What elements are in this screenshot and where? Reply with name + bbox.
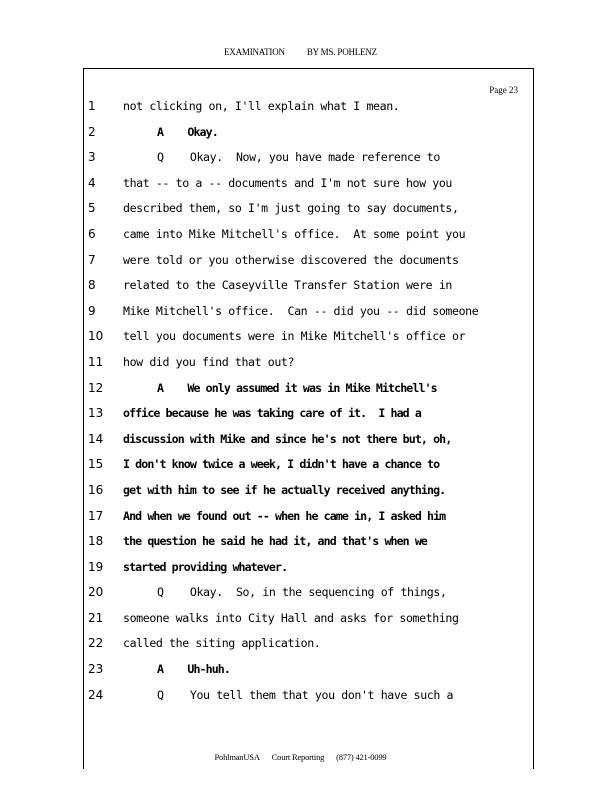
footer-phone: (877) 421-0099 [336,752,387,762]
page-number: Page 23 [489,85,518,95]
line-text: came into Mike Mitchell's office. At some point you [123,226,466,241]
line-number: 3 [88,150,96,165]
header-by: BY MS. POHLENZ [306,47,377,57]
page-header [0,47,601,57]
transcript-line [0,248,601,274]
line-text: discussion with Mike and since he's not there but, oh, [123,431,452,446]
transcript-line [0,324,601,350]
line-text: I don't know twice a week, I didn't have a chance to [123,457,440,472]
line-number: 14 [88,431,104,446]
transcript-line [0,401,601,427]
transcript-line [0,529,601,555]
line-number: 1 [88,99,96,113]
line-text: A Okay. [157,124,218,139]
line-number: 22 [88,636,104,651]
transcript-line [0,657,601,683]
transcript-line [0,478,601,504]
line-number: 21 [88,610,104,625]
line-text: Mike Mitchell's office. Can -- did you -- did someone [123,303,479,318]
transcript-line [0,120,601,146]
line-number: 6 [88,226,96,241]
line-number: 13 [88,406,104,421]
transcript-line [0,222,601,248]
transcript-line [0,504,601,530]
line-number: 20 [88,585,104,600]
transcript-line [0,683,601,709]
line-number: 11 [88,354,104,369]
transcript-line [0,376,601,402]
line-number: 18 [88,534,104,549]
transcript-lines [0,94,601,708]
transcript-line [0,427,601,453]
footer-service: Court Reporting [271,752,325,762]
line-text: that -- to a -- documents and I'm not sure how you [123,175,453,190]
line-text: office because he was taking care of it. I had a [123,406,421,421]
line-number: 5 [88,201,96,216]
line-text: the question he said he had it, and that's when we [123,534,428,549]
line-number: 15 [88,457,104,472]
line-number: 8 [88,278,96,293]
line-number: 16 [88,482,104,497]
transcript-line [0,555,601,581]
line-text: A Uh-huh. [157,662,230,677]
line-number: 2 [88,124,96,139]
line-number: 7 [88,252,96,267]
line-number: 9 [88,303,96,318]
transcript-line [0,299,601,325]
line-number: 17 [88,508,104,523]
transcript-line [0,350,601,376]
transcript-line [0,171,601,197]
page-footer [0,752,601,762]
transcript-line [0,145,601,171]
transcript-line [0,580,601,606]
transcript-line [0,631,601,657]
line-text: described them, so I'm just going to say documents, [123,201,459,216]
transcript-line [0,606,601,632]
line-text: were told or you otherwise discovered the documents [123,252,459,267]
transcript-line [0,452,601,478]
line-text: related to the Caseyville Transfer Station were in [123,278,453,293]
line-text: called the siting application. [123,636,321,651]
header-section: EXAMINATION [224,47,285,57]
line-text: tell you documents were in Mike Mitchell's office or [123,329,466,344]
line-text: And when we found out -- when he came in, I asked him [123,508,446,523]
transcript-line [0,273,601,299]
line-number: 23 [88,662,104,677]
line-text: not clicking on, I'll explain what I mean. [123,99,400,113]
line-text: started providing whatever. [123,559,288,574]
line-number: 24 [88,687,104,702]
footer-company: PohlmanUSA [214,752,260,762]
line-text: Q Okay. Now, you have made reference to [157,150,440,165]
line-text: how did you find that out? [123,354,295,369]
line-text: Q Okay. So, in the sequencing of things, [157,585,447,600]
line-text: A We only assumed it was in Mike Mitchell's [157,380,437,395]
line-number: 12 [88,380,104,395]
line-number: 19 [88,559,104,574]
line-text: Q You tell them that you don't have such a [157,687,454,702]
transcript-line [0,196,601,222]
line-number: 4 [88,175,96,190]
transcript-line [0,94,601,120]
line-text: someone walks into City Hall and asks for something [123,610,459,625]
line-number: 10 [88,329,104,344]
line-text: get with him to see if he actually received anything. [123,482,446,497]
